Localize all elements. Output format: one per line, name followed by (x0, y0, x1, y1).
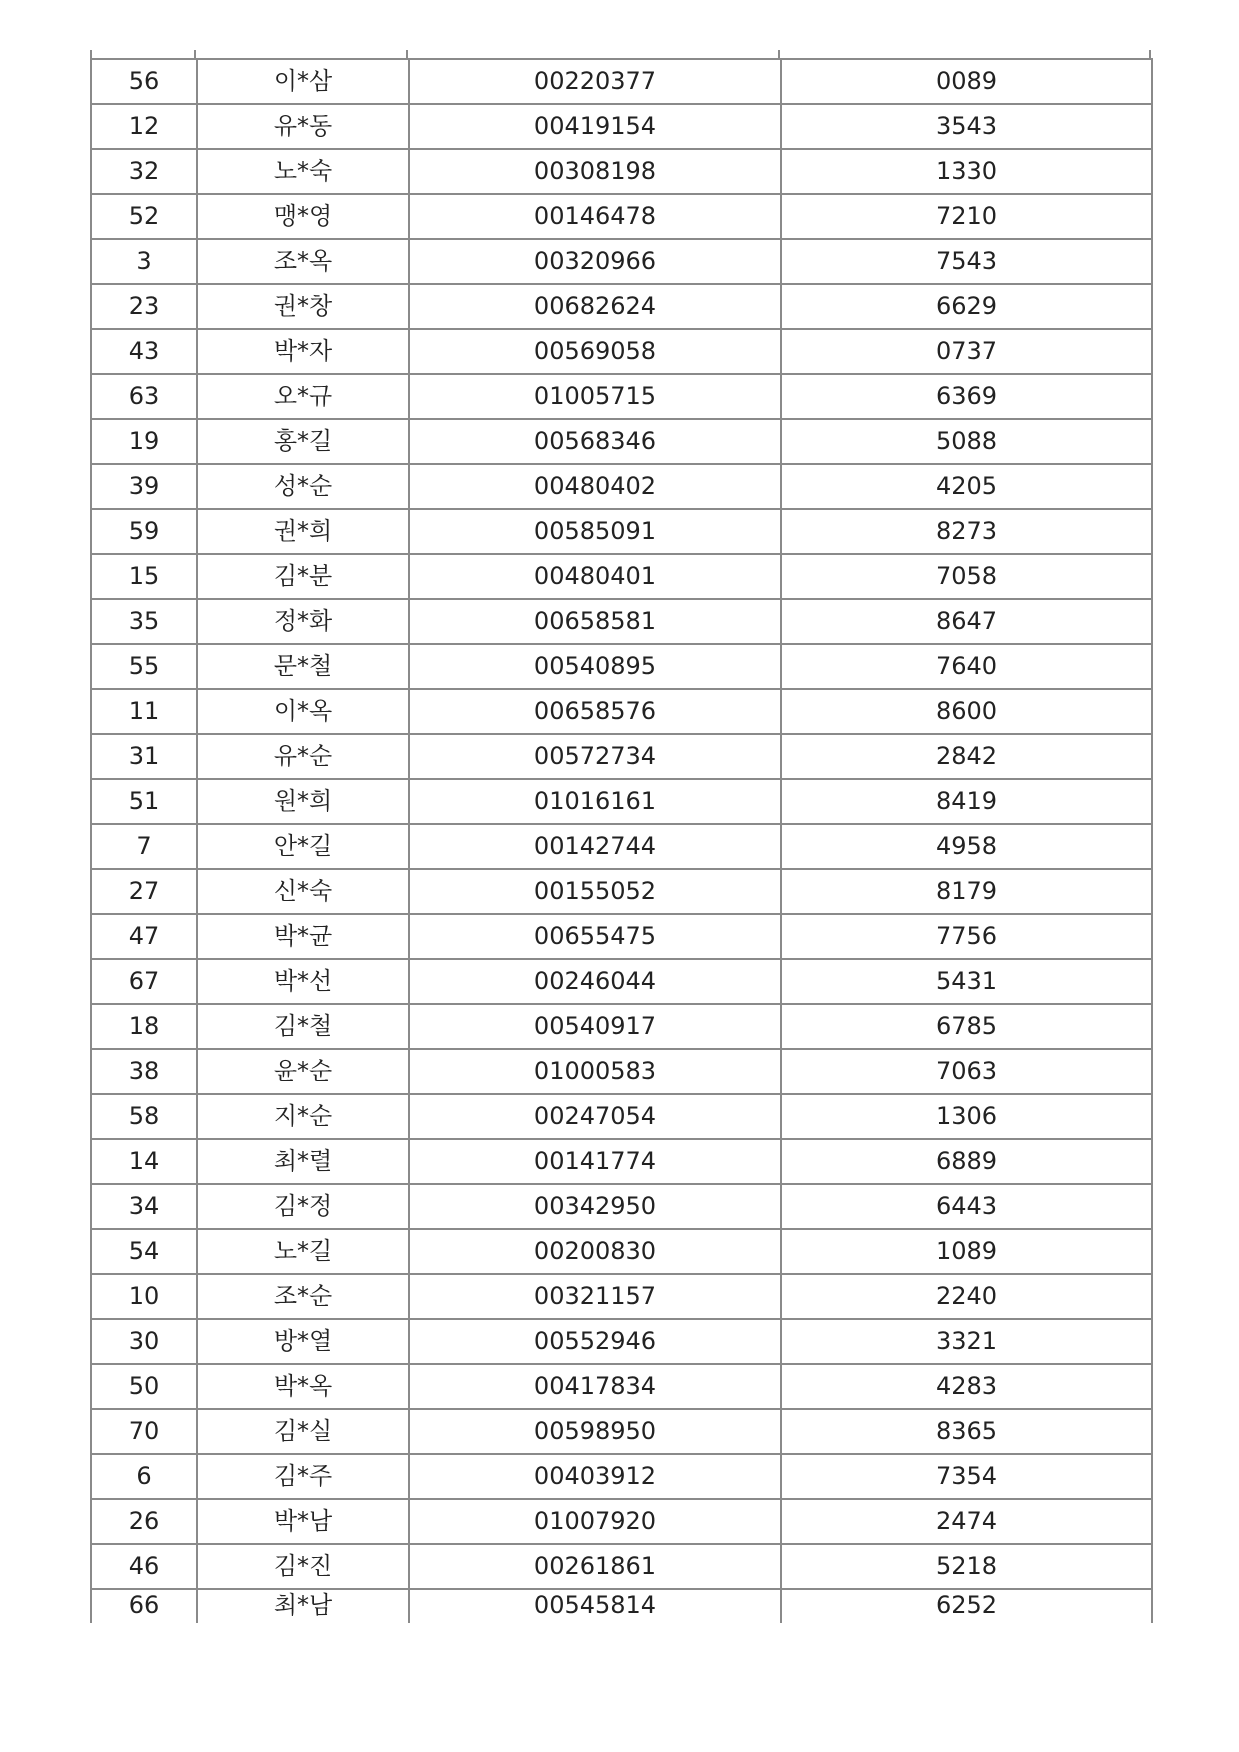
table-row (91, 194, 1152, 239)
cell-number: 30 (91, 1319, 197, 1364)
cell-code: 1089 (781, 1229, 1152, 1274)
cell-id: 00246044 (409, 959, 781, 1004)
cell-number: 39 (91, 464, 197, 509)
cell-id: 00585091 (409, 509, 781, 554)
cell-code: 6369 (781, 374, 1152, 419)
table-row (91, 59, 1152, 104)
table-row (91, 779, 1152, 824)
table-row (91, 599, 1152, 644)
cell-code: 5088 (781, 419, 1152, 464)
cell-name: 노*숙 (197, 149, 409, 194)
cell-code: 3543 (781, 104, 1152, 149)
cell-name: 방*열 (197, 1319, 409, 1364)
cell-name: 유*동 (197, 104, 409, 149)
cell-code: 8365 (781, 1409, 1152, 1454)
cell-number: 47 (91, 914, 197, 959)
cell-number: 51 (91, 779, 197, 824)
cell-id: 00146478 (409, 194, 781, 239)
cell-id: 00658576 (409, 689, 781, 734)
cell-name: 유*순 (197, 734, 409, 779)
cell-name: 성*순 (197, 464, 409, 509)
cell-name: 최*남 (197, 1589, 409, 1623)
cell-id: 01007920 (409, 1499, 781, 1544)
cell-id: 00540917 (409, 1004, 781, 1049)
cell-number: 27 (91, 869, 197, 914)
cell-number: 70 (91, 1409, 197, 1454)
table-row (91, 1499, 1152, 1544)
cell-number: 55 (91, 644, 197, 689)
cell-id: 00200830 (409, 1229, 781, 1274)
cell-code: 4205 (781, 464, 1152, 509)
data-table-container (90, 58, 1151, 1623)
table-row (91, 149, 1152, 194)
cell-number: 26 (91, 1499, 197, 1544)
cell-number: 34 (91, 1184, 197, 1229)
data-table (90, 58, 1153, 1623)
cell-id: 00141774 (409, 1139, 781, 1184)
cell-name: 조*순 (197, 1274, 409, 1319)
cell-number: 63 (91, 374, 197, 419)
cell-code: 2842 (781, 734, 1152, 779)
table-row (91, 554, 1152, 599)
table-row (91, 509, 1152, 554)
cell-id: 01016161 (409, 779, 781, 824)
cell-number: 43 (91, 329, 197, 374)
table-top-continuation (90, 50, 1151, 58)
cell-code: 7640 (781, 644, 1152, 689)
cell-code: 5218 (781, 1544, 1152, 1589)
cell-code: 0089 (781, 59, 1152, 104)
table-row (91, 959, 1152, 1004)
cell-number: 12 (91, 104, 197, 149)
cell-id: 00261861 (409, 1544, 781, 1589)
cell-name: 조*옥 (197, 239, 409, 284)
cell-name: 권*창 (197, 284, 409, 329)
cell-name: 권*희 (197, 509, 409, 554)
table-row (91, 869, 1152, 914)
table-row (91, 374, 1152, 419)
cell-number: 32 (91, 149, 197, 194)
cell-id: 00247054 (409, 1094, 781, 1139)
cell-number: 59 (91, 509, 197, 554)
cell-name: 박*균 (197, 914, 409, 959)
cell-number: 14 (91, 1139, 197, 1184)
cell-code: 0737 (781, 329, 1152, 374)
table-row (91, 1544, 1152, 1589)
cell-name: 김*실 (197, 1409, 409, 1454)
cell-code: 8273 (781, 509, 1152, 554)
table-row (91, 1229, 1152, 1274)
cell-id: 00540895 (409, 644, 781, 689)
cell-id: 00545814 (409, 1589, 781, 1623)
table-row (91, 239, 1152, 284)
cell-code: 7756 (781, 914, 1152, 959)
table-row (91, 1319, 1152, 1364)
cell-name: 김*분 (197, 554, 409, 599)
cell-name: 박*옥 (197, 1364, 409, 1409)
cell-number: 11 (91, 689, 197, 734)
cell-id: 00598950 (409, 1409, 781, 1454)
cell-code: 6629 (781, 284, 1152, 329)
table-row (91, 1049, 1152, 1094)
cell-code: 2474 (781, 1499, 1152, 1544)
cell-id: 00682624 (409, 284, 781, 329)
cell-name: 박*선 (197, 959, 409, 1004)
table-row (91, 1004, 1152, 1049)
table-row (91, 689, 1152, 734)
table-row (91, 464, 1152, 509)
cell-name: 맹*영 (197, 194, 409, 239)
cell-number: 19 (91, 419, 197, 464)
cell-id: 00655475 (409, 914, 781, 959)
cell-code: 1330 (781, 149, 1152, 194)
table-row (91, 824, 1152, 869)
cell-code: 2240 (781, 1274, 1152, 1319)
cell-number: 35 (91, 599, 197, 644)
cell-code: 1306 (781, 1094, 1152, 1139)
table-row (91, 1184, 1152, 1229)
cell-number: 38 (91, 1049, 197, 1094)
cell-number: 46 (91, 1544, 197, 1589)
table-row (91, 1589, 1152, 1623)
cell-id: 00142744 (409, 824, 781, 869)
cell-code: 6252 (781, 1589, 1152, 1623)
table-row (91, 914, 1152, 959)
cell-number: 31 (91, 734, 197, 779)
cell-name: 윤*순 (197, 1049, 409, 1094)
cell-name: 오*규 (197, 374, 409, 419)
cell-code: 4958 (781, 824, 1152, 869)
table-row (91, 284, 1152, 329)
cell-code: 7354 (781, 1454, 1152, 1499)
cell-code: 8179 (781, 869, 1152, 914)
cell-number: 54 (91, 1229, 197, 1274)
table-row (91, 329, 1152, 374)
cell-name: 박*남 (197, 1499, 409, 1544)
cell-code: 6889 (781, 1139, 1152, 1184)
cell-number: 52 (91, 194, 197, 239)
cell-number: 58 (91, 1094, 197, 1139)
cell-number: 56 (91, 59, 197, 104)
cell-id: 00320966 (409, 239, 781, 284)
cell-number: 6 (91, 1454, 197, 1499)
table-row (91, 1364, 1152, 1409)
cell-name: 최*렬 (197, 1139, 409, 1184)
cell-number: 50 (91, 1364, 197, 1409)
cell-name: 김*정 (197, 1184, 409, 1229)
table-row (91, 419, 1152, 464)
cell-number: 3 (91, 239, 197, 284)
cell-name: 정*화 (197, 599, 409, 644)
cell-name: 원*희 (197, 779, 409, 824)
cell-name: 이*삼 (197, 59, 409, 104)
cell-code: 7063 (781, 1049, 1152, 1094)
cell-id: 00321157 (409, 1274, 781, 1319)
cell-id: 00658581 (409, 599, 781, 644)
cell-id: 00419154 (409, 104, 781, 149)
cell-name: 김*철 (197, 1004, 409, 1049)
cell-name: 이*옥 (197, 689, 409, 734)
cell-id: 00155052 (409, 869, 781, 914)
cell-id: 00480402 (409, 464, 781, 509)
cell-number: 15 (91, 554, 197, 599)
cell-number: 18 (91, 1004, 197, 1049)
table-row (91, 1139, 1152, 1184)
cell-id: 00417834 (409, 1364, 781, 1409)
cell-name: 신*숙 (197, 869, 409, 914)
cell-name: 홍*길 (197, 419, 409, 464)
table-body (91, 59, 1152, 1623)
table-row (91, 1274, 1152, 1319)
cell-code: 6785 (781, 1004, 1152, 1049)
cell-id: 00552946 (409, 1319, 781, 1364)
cell-name: 김*주 (197, 1454, 409, 1499)
table-row (91, 644, 1152, 689)
cell-number: 10 (91, 1274, 197, 1319)
cell-name: 문*철 (197, 644, 409, 689)
cell-id: 00572734 (409, 734, 781, 779)
table-row (91, 1409, 1152, 1454)
cell-id: 00308198 (409, 149, 781, 194)
cell-id: 00403912 (409, 1454, 781, 1499)
table-row (91, 1094, 1152, 1139)
cell-id: 00568346 (409, 419, 781, 464)
cell-code: 7210 (781, 194, 1152, 239)
table-row (91, 1454, 1152, 1499)
table-row (91, 104, 1152, 149)
cell-code: 7543 (781, 239, 1152, 284)
cell-number: 66 (91, 1589, 197, 1623)
cell-number: 23 (91, 284, 197, 329)
cell-code: 5431 (781, 959, 1152, 1004)
cell-id: 00342950 (409, 1184, 781, 1229)
cell-name: 노*길 (197, 1229, 409, 1274)
cell-number: 7 (91, 824, 197, 869)
cell-name: 안*길 (197, 824, 409, 869)
cell-name: 박*자 (197, 329, 409, 374)
cell-name: 김*진 (197, 1544, 409, 1589)
cell-code: 8647 (781, 599, 1152, 644)
cell-id: 01005715 (409, 374, 781, 419)
cell-code: 4283 (781, 1364, 1152, 1409)
cell-code: 6443 (781, 1184, 1152, 1229)
cell-code: 7058 (781, 554, 1152, 599)
cell-code: 8600 (781, 689, 1152, 734)
cell-code: 3321 (781, 1319, 1152, 1364)
cell-name: 지*순 (197, 1094, 409, 1139)
table-row (91, 734, 1152, 779)
cell-id: 01000583 (409, 1049, 781, 1094)
cell-id: 00569058 (409, 329, 781, 374)
cell-id: 00480401 (409, 554, 781, 599)
cell-id: 00220377 (409, 59, 781, 104)
cell-number: 67 (91, 959, 197, 1004)
cell-code: 8419 (781, 779, 1152, 824)
